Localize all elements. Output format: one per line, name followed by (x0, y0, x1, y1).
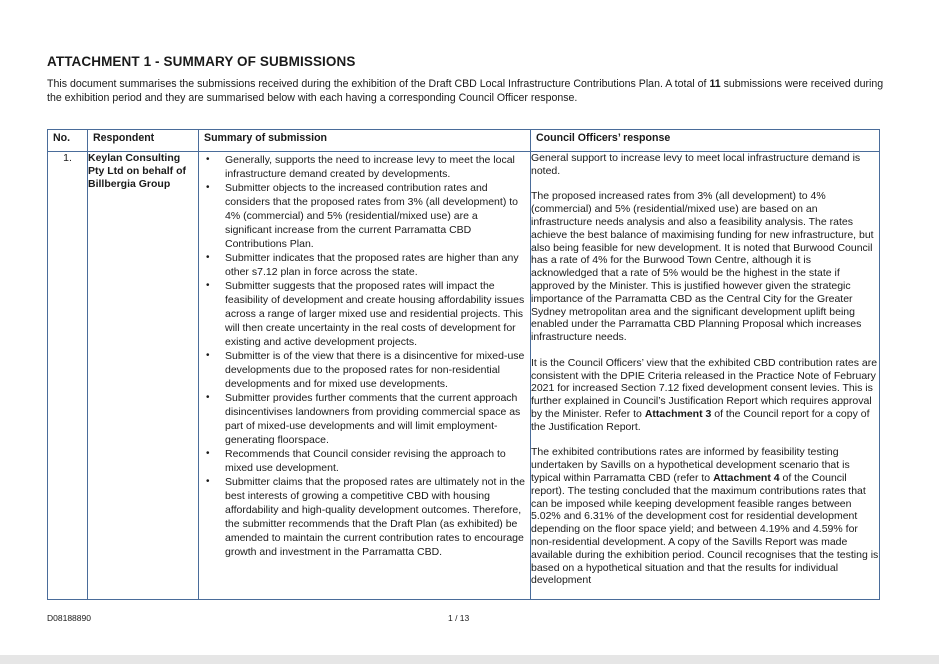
page-number: 1 / 13 (448, 613, 470, 623)
summary-item: • Submitter claims that the proposed rates are ultimately not in the best interests of growing a competitive CBD with housing affordability and high-quality development outcomes. Therefore, the submitter recommends that the Draft Plan (as exhibited) be amended to maintain the current contribution rates to encourage growth and investment in the Parramatta CBD. (199, 475, 526, 559)
submission-summary (199, 152, 531, 600)
summary-item: • Submitter objects to the increased contribution rates and considers that the proposed rates from 3% (all development) to 4% (commercial) and 5% (residential/mixed use) are a significant increase from the current Parramatta CBD Contributions Plan. (199, 181, 526, 251)
summary-list (199, 152, 530, 559)
page-title: ATTACHMENT 1 - SUMMARY OF SUBMISSIONS (47, 54, 356, 69)
submission-count: 11 (709, 78, 721, 90)
row-number: 1. (48, 152, 88, 600)
page-bottom-edge (0, 655, 939, 664)
respondent-name: Keylan Consulting Pty Ltd on behalf of Billbergia Group (88, 152, 199, 600)
summary-item: • Recommends that Council consider revising the approach to mixed use development. (199, 447, 526, 475)
response-paragraph: The exhibited contributions rates are informed by feasibility testing undertaken by Savills on a hypothetical development scenario that is typical within Parramatta CBD (refer to Attachment 4 of the Council report). The testing concluded that the maximum contributions rates that can be imposed while keeping development feasible ranges between 5.02% and 6.31% of the development cost for residential development depending on the floor space yield; and between 4.19% and 4.59% for non-residential development. A copy of the Savills Report was made available during the exhibition period. Council recognises that the testing is based on a hypothetical situation and that the results for individual development (531, 446, 879, 587)
summary-item: • Generally, supports the need to increase levy to meet the local infrastructure demand created by developments. (199, 153, 526, 181)
attachment-4-ref: Attachment 4 (713, 471, 780, 484)
intro-text-before: This document summarises the submissions received during the exhibition of the Draft CBD Local Infrastructure Contributions Plan. A total of (47, 78, 710, 90)
submissions-table (47, 129, 880, 600)
header-response: Council Officers’ response (531, 130, 880, 152)
document-reference: D08188890 (47, 613, 91, 623)
intro-text-after: submissions were received during the exhibition period and they are summarised below with each having a corresponding Council Officer response. (47, 78, 884, 104)
response-paragraph: General support to increase levy to meet local infrastructure demand is noted. (531, 152, 861, 177)
intro-paragraph (47, 77, 897, 105)
header-summary: Summary of submission (199, 130, 531, 152)
summary-item: • Submitter is of the view that there is a disincentive for mixed-use developments due to the proposed rates for non-residential developments and for mixed use developments. (199, 349, 526, 391)
response-paragraph: It is the Council Officers’ view that the exhibited CBD contribution rates are consistent with the DPIE Criteria released in the Practice Note of February 2021 for increased Section 7.12 fixed development consent levies. This is further explained in Council’s Justification Report which requires approval by the Minister. Refer to Attachment 3 of the Council report for a copy of the Justification Report. (531, 356, 878, 433)
attachment-3-ref: Attachment 3 (644, 407, 712, 420)
header-respondent: Respondent (88, 130, 199, 152)
response-paragraph: The proposed increased rates from 3% (all development) to 4% (commercial) and 5% (residential/mixed use) are based on an infrastructure needs analysis and also a feasibility analysis. The rates achieve the best balance of maximising funding for new infrastructure, but also being feasible for new development. It is noted that Burwood Council has a rate of 4% for the Burwood Town Centre, although it is acknowledged that a rate of 5% would be the highest in the state if approved by the Minister. This is justified however given the strategic importance of the Parramatta CBD as the Central City for the Greater Sydney metropolitan area and the significant development uplift being enabled under the Parramatta CBD Planning Proposal which increases infrastructure needs. (531, 190, 874, 344)
summary-item: • Submitter provides further comments that the current approach disincentivises landowners from providing commercial space as part of mixed-use developments and will limit employment-generating floorspace. (199, 391, 526, 447)
table-header-row (48, 130, 880, 152)
table-row (48, 152, 880, 600)
summary-item: • Submitter indicates that the proposed rates are higher than any other s7.12 plan in force across the state. (199, 251, 526, 279)
header-no: No. (48, 130, 88, 152)
summary-item: • Submitter suggests that the proposed rates will impact the feasibility of development and create housing affordability issues across a range of larger mixed use and residential projects. This will then create uncertainty in the real costs of development for existing and active development projects. (199, 279, 526, 349)
council-response (531, 152, 880, 600)
